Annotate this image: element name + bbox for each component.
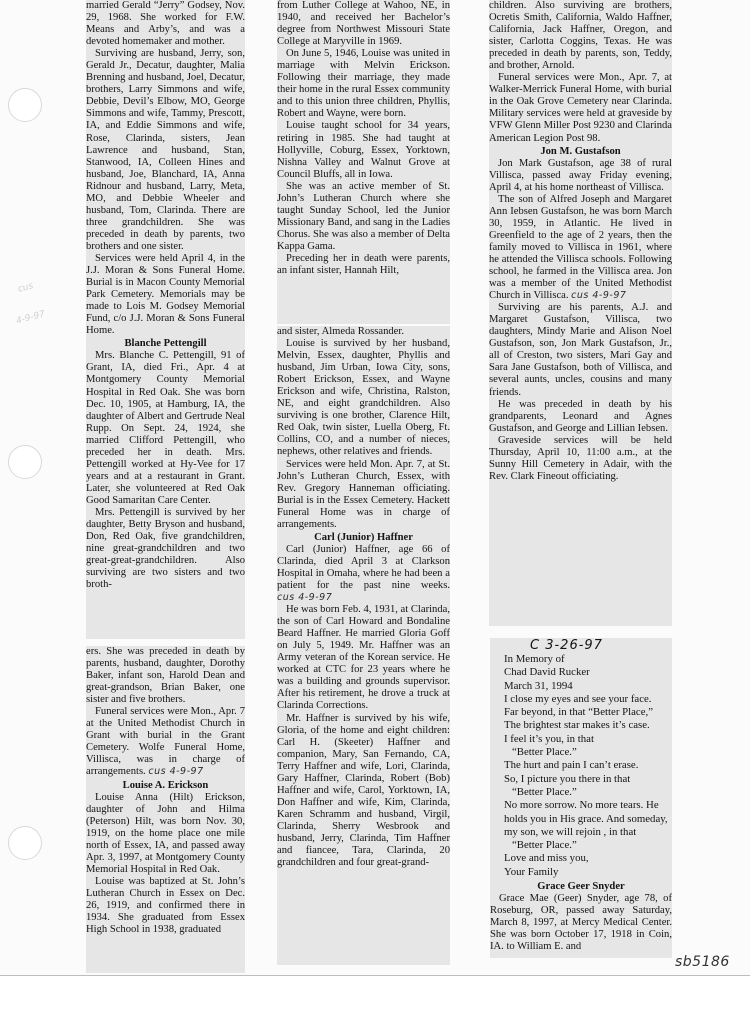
obituary-paragraph bbox=[489, 194, 672, 302]
handwritten-date-annotation: cus 4-9-97 bbox=[148, 766, 204, 778]
obituary-heading: Blanche Pettengill bbox=[124, 338, 207, 350]
obituary-paragraph: from Luther College at Wahoo, NE, in 1940, and received her Bachelor’s degree from Northwest Missouri State College at Maryville in 1969. bbox=[277, 0, 450, 48]
handwritten-date-annotation: cus 4-9-97 bbox=[277, 592, 333, 604]
obituary-paragraph: married Gerald “Jerry” Godsey, Nov. 29, 1968. She worked for F.W. Means and Arby’s, and was a devoted homemaker and mother. bbox=[86, 0, 245, 48]
paragraph-text: Carl (Junior) Haffner, age 66 of Clarinda, died April 3 at Clarkson Hospital in Omaha, where he had been a patient for the past nine weeks. bbox=[277, 543, 450, 591]
obituary-paragraph: Preceding her in death were parents, an infant sister, Hannah Hilt, bbox=[277, 252, 450, 277]
poem-line: “Better Place.” bbox=[512, 785, 577, 798]
handwritten-date-annotation: cus 4-9-97 bbox=[571, 290, 627, 302]
obituary-paragraph bbox=[86, 706, 245, 778]
paragraph-text: The son of Alfred Joseph and Margaret Ann Iebsen Gustafson, he was born March 30, 1959, in Atlantic. He lived in Greenfield to the age of 2 years, then the family moved to Villisca in 1961, where he attended the Villisca schools. Following school, he farmed in the Villisca area. Jon was a member of the United Methodist Church in Villisca. bbox=[489, 193, 672, 302]
clipping-haffner-gustafson bbox=[489, 0, 672, 626]
obituary-heading: Grace Geer Snyder bbox=[537, 881, 625, 893]
poem-line: I feel it’s you, in that bbox=[504, 732, 594, 745]
obituary-paragraph: Graveside services will be held Thursday, April 10, 11:00 a.m., at the Sunny Hill Cemetery in Adair, with the Rev. Clark Fineout officiating. bbox=[489, 434, 672, 482]
binder-hole-bottom bbox=[8, 826, 42, 860]
poem-line: holds you in His grace. And someday, bbox=[504, 812, 668, 825]
poem-line: my son, we will rejoin , in that bbox=[504, 825, 637, 838]
obituary-paragraph: Services were held April 4, in the J.J. Moran & Sons Funeral Home. Burial is in Macon County Memorial Park Cemetery. Memorials may be made to Lois M. Godsey Memorial Fund, c/o J.J. Moran & Sons Funeral Home. bbox=[86, 252, 245, 337]
obituary-paragraph: Louise was baptized at St. John’s Lutheran Church in Essex on Dec. 26, 1919, and confirmed there in 1934. She graduated from Essex High School in 1938, graduated bbox=[86, 875, 245, 936]
poem-line: I close my eyes and see your face. bbox=[504, 692, 652, 705]
obituary-paragraph: Funeral services were Mon., Apr. 7, at Walker-Merrick Funeral Home, with burial in the Oak Grove Cemetery near Clarinda. Military services were held at graveside by VFW Glenn Miller Post 9230 and Clarinda American Legion Post 98. bbox=[489, 72, 672, 144]
poem-line: March 31, 1994 bbox=[504, 679, 573, 692]
obituary-paragraph: Surviving are his parents, A.J. and Margaret Gustafson, Villisca, two daughters, Mindy Marie and Alison Noel Gustafson, son, Jon Mark Gustafson, Jr., all of Creston, two sisters, Mari Gay and Sara Jane Gustafson, both of Villisca, and several aunts, uncles, cousins and many friends. bbox=[489, 302, 672, 398]
obituary-paragraph: Jon Mark Gustafson, age 38 of rural Villisca, passed away Friday evening, April 4, at his home northeast of Villisca. bbox=[489, 157, 672, 193]
obituary-paragraph: Louise Anna (Hilt) Erickson, daughter of John and Hilma (Peterson) Hilt, was born Nov. 30, 1919, on the home place one mile north of Essex, IA, and passed away Apr. 3, 1997, at Montgomery County Memorial Hospital in Red Oak. bbox=[86, 791, 245, 875]
clipping-pettengill-erickson bbox=[86, 646, 245, 973]
obituary-heading: Louise A. Erickson bbox=[122, 779, 209, 791]
clipping-godsey-pettengill bbox=[86, 0, 245, 639]
obituary-paragraph: children. Also surviving are brothers, Ocretis Smith, California, Waldo Haffner, California, Jack Haffner, Oregon, and sister, Carlotta Coggins, Texas. He was preceded in death by parents, son, Teddy, and brother, Arnold. bbox=[489, 0, 672, 72]
obituary-paragraph: Grace Mae (Geer) Snyder, age 78, of Roseburg, OR, passed away Saturday, March 8, 1997, at Mercy Medical Center. She was born October 17, 1918 in Coin, IA. to William E. and bbox=[490, 893, 672, 953]
obituary-paragraph: Louise taught school for 34 years, retiring in 1985. She had taught at Hollyville, Coburg, Essex, Yorktown, Nishna Valley and Walnut Grove at Council Bluffs, all in Iowa. bbox=[277, 120, 450, 180]
poem-line: The brightest star makes it’s case. bbox=[504, 719, 650, 732]
obituary-paragraph: She was an active member of St. John’s Lutheran Church where she taught Sunday School, led the Junior Missionary Band, and sang in the Ladies Chorus. She was also a member of Delta Kappa Gama. bbox=[277, 180, 450, 252]
obituary-paragraph: Mrs. Blanche C. Pettengill, 91 of Grant, IA, died Fri., Apr. 4 at Montgomery County Memorial Hospital in Red Oak. She was born Dec. 10, 1905, at Hamburg, IA, the daughter of Albert and Gertrude Neal Rupp. On Sept. 24, 1924, she married Clifford Pettengill, who preceded her in death. Mrs. Pettengill worked at Hy-Vee for 17 years and at a restaurant in Grant. Later, she volunteered at Red Oak Good Samaritan Care Center. bbox=[86, 350, 245, 506]
obituary-paragraph: Services were held Mon. Apr. 7, at St. John’s Lutheran Church, Essex, with Rev. Gregory Hanneman officiating. Burial is in the Essex Cemetery. Hackett Funeral Home was in charge of arrangements. bbox=[277, 458, 450, 530]
archive-stamp: sb5186 bbox=[675, 954, 730, 970]
obituary-paragraph: ers. She was preceded in death by parents, husband, daughter, Dorothy Baker, infant son, Harold Dean and great-grandson, Brian Baker, one sister and five brothers. bbox=[86, 646, 245, 706]
obituary-paragraph: Louise is survived by her husband, Melvin, Essex, daughter, Phyllis and husband, Jim Urban, Iowa City, sons, Robert Erickson, Essex, and Wayne Erickson and wife, Christina, Ralston, NE, and eight grandchildren. Also surviving is one brother, Clarence Hilt, Red Oak, twin sister, Luella Oberg, Ft. Collins, CO, and a number of nieces, nephews, other relatives and friends. bbox=[277, 338, 450, 458]
binder-hole-middle bbox=[8, 445, 42, 479]
poem-line: Love and miss you, bbox=[504, 852, 589, 865]
obituary-paragraph bbox=[277, 544, 450, 604]
obituary-paragraph: On June 5, 1946, Louise was united in marriage with Melvin Erickson. Following their marriage, they made their home in the rural Essex community and to this union three children, Phyllis, Robert and Wayne, were born. bbox=[277, 48, 450, 120]
obituary-paragraph: and sister, Almeda Rossander. bbox=[277, 326, 404, 337]
poem-line: “Better Place.” bbox=[512, 746, 577, 759]
obituary-paragraph: Surviving are husband, Jerry, son, Gerald Jr., Decatur, daughter, Malia Brenning and husband, Joel, Decatur, brothers, Larry Simmons and wife, Debbie, Devil’s Elbow, MO, George Simmons and wife, Tammy, Prescott, IA, and Eddie Simmons and wife, Rose, Clarinda, sisters, Jean Lawrence and husband, Stan, Stanwood, IA, Colleen Hines and husband, Joe, Blanchard, IA, Anna Ridnour and husband, Larry, Meta, MO, and Debbie Wheeler and husband, Tom, Clarinda. There are three grandchildren. She was preceded in death by parents, two brothers and one sister. bbox=[86, 48, 245, 252]
poem-line: Your Family bbox=[504, 865, 559, 878]
binder-hole-top bbox=[8, 88, 42, 122]
obituary-paragraph: Mr. Haffner is survived by his wife, Gloria, of the home and eight children: Carl H. (Skeeter) Haffner and companion, Mary, San Fernando, CA, Terry Haffner and wife, Lori, Clarinda, Gary Haffner, Clarinda, Robert (Bob) Haffner and wife, Carol, Yorktown, IA, Don Haffner and wife, Kim, Clarinda, Karen Schramm and husband, Virgil, Clarinda, Sherry Wesbrook and husband, Jerry, Clarinda, Tim Haffner and fiancee, Tara, Clarinda, 20 grandchildren and four great-grand- bbox=[277, 712, 450, 869]
obituary-paragraph: He was preceded in death by his grandparents, Leonard and Agnes Gustafson, and George and Lillian Iebsen. bbox=[489, 398, 672, 434]
poem-line: Far beyond, in that “Better Place,” bbox=[504, 706, 654, 719]
scan-bottom-margin bbox=[0, 976, 750, 1033]
poem-line: The hurt and pain I can’t erase. bbox=[504, 759, 639, 772]
poem-line: “Better Place.” bbox=[512, 839, 577, 852]
obituary-paragraph: Mrs. Pettengill is survived by her daughter, Betty Bryson and husband, Don, Red Oak, five grandchildren, nine great-grandchildren and two great-great-grandchildren. Also surviving are two sisters and two broth- bbox=[86, 506, 245, 591]
poem-line: In Memory of bbox=[504, 653, 565, 665]
poem-line: No more sorrow. No more tears. He bbox=[504, 799, 659, 812]
poem-line: So, I picture you there in that bbox=[504, 772, 631, 785]
clipping-erickson-continued bbox=[277, 0, 450, 324]
bleed-through-mark: cus bbox=[16, 281, 35, 295]
paragraph-text: Funeral services were Mon., Apr. 7 at the United Methodist Church in Grant with burial in the Grant Cemetery. Wolfe Funeral Home, Villisca, was in charge of arrangements. bbox=[86, 706, 245, 778]
clipping-erickson-haffner bbox=[277, 326, 450, 965]
clipping-memorial-poem-snyder bbox=[490, 638, 672, 958]
poem-line: Chad David Rucker bbox=[504, 666, 590, 679]
obituary-paragraph: He was born Feb. 4, 1931, at Clarinda, the son of Carl Howard and Bondaline Beard Haffner. He married Gloria Goff on July 5, 1949. Mr. Haffner was an Army veteran of the Korean service. He worked at CTC for 23 years where he was a building and grounds supervisor. After his retirement, he drove a truck at Clarinda Corrections. bbox=[277, 604, 450, 712]
obituary-heading: Jon M. Gustafson bbox=[540, 145, 621, 157]
obituary-heading: Carl (Junior) Haffner bbox=[314, 531, 413, 543]
handwritten-date-annotation: C 3-26-97 bbox=[530, 638, 603, 653]
bleed-through-mark: 4-9-97 bbox=[15, 309, 47, 327]
